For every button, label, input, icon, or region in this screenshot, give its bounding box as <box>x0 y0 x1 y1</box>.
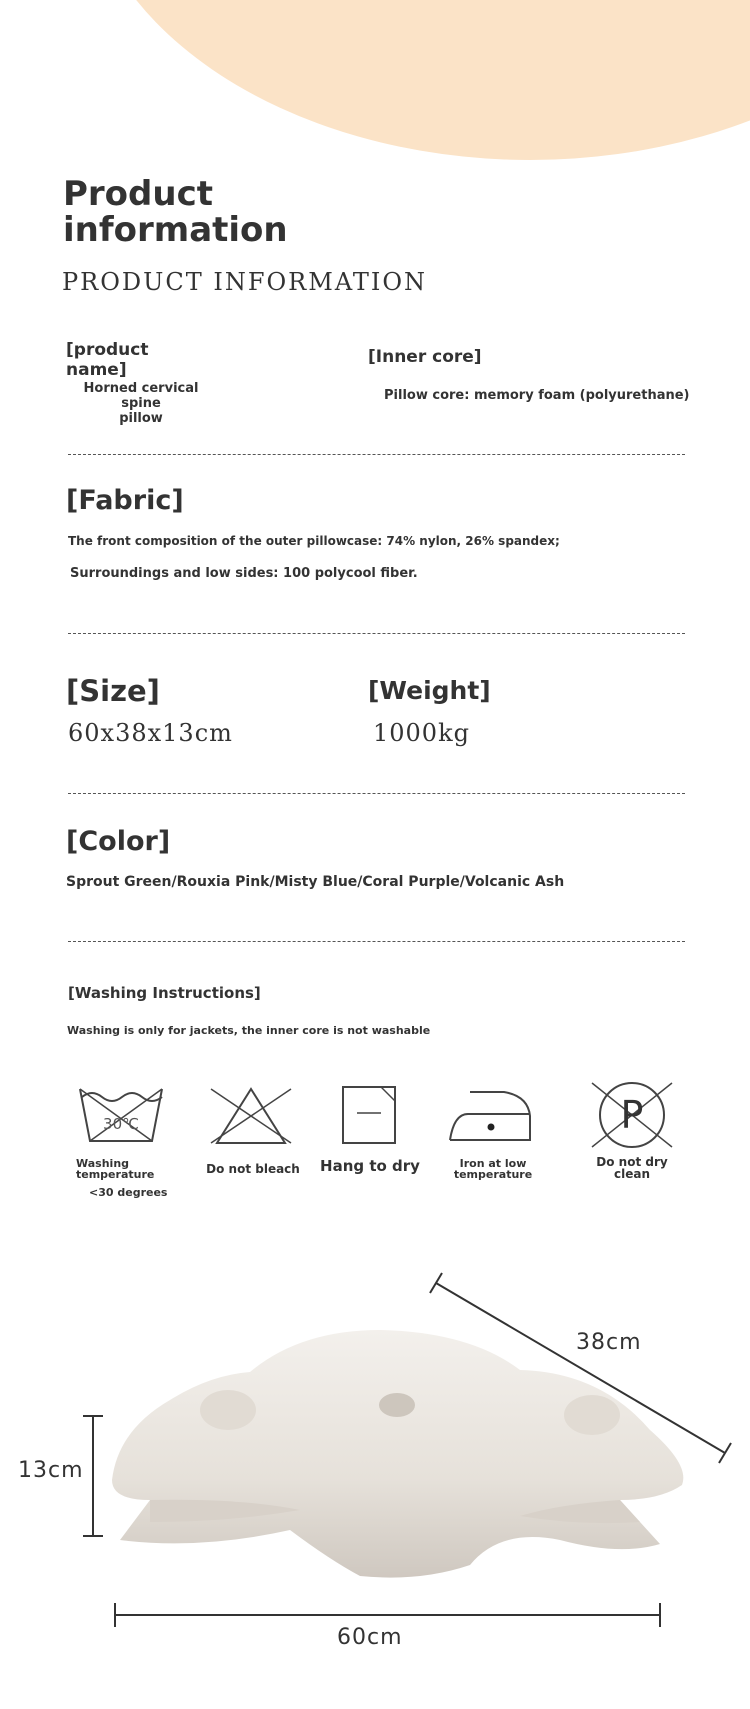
hang-dry-label: Hang to dry <box>320 1157 420 1175</box>
weight-label: [Weight] <box>368 676 491 705</box>
width-dimension: 60cm <box>337 1625 403 1650</box>
washing-note: Washing is only for jackets, the inner core is not washable <box>67 1024 431 1037</box>
wash-30-sublabel: <30 degrees <box>89 1186 168 1199</box>
product-name-label: [product name] <box>66 340 149 380</box>
divider <box>68 633 685 634</box>
divider <box>68 941 685 942</box>
depth-dimension: 38cm <box>576 1330 642 1355</box>
inner-core-value: Pillow core: memory foam (polyurethane) <box>384 388 690 403</box>
color-label: [Color] <box>66 826 171 857</box>
divider <box>68 793 685 794</box>
fabric-label: [Fabric] <box>66 485 184 516</box>
svg-text:P: P <box>620 1093 644 1137</box>
divider <box>68 454 685 455</box>
color-value: Sprout Green/Rouxia Pink/Misty Blue/Coral Purple/Volcanic Ash <box>66 874 565 890</box>
do-not-bleach-label: Do not bleach <box>206 1162 300 1176</box>
washing-label: [Washing Instructions] <box>68 984 261 1002</box>
inner-core-label: [Inner core] <box>368 347 482 367</box>
do-not-dry-clean-icon <box>590 1080 674 1150</box>
fabric-line-2: Surroundings and low sides: 100 polycool fiber. <box>70 566 418 581</box>
height-dimension: 13cm <box>18 1458 84 1483</box>
decorative-peach-shape <box>80 0 750 160</box>
page-subtitle: PRODUCT INFORMATION <box>62 268 427 296</box>
iron-low-icon <box>448 1088 532 1144</box>
page-title: Product information <box>63 174 288 250</box>
size-label: [Size] <box>66 674 160 708</box>
weight-value: 1000kg <box>373 719 470 747</box>
iron-low-label: Iron at low temperature <box>453 1157 533 1181</box>
hang-dry-icon <box>339 1083 399 1147</box>
do-not-dry-clean-label: Do not dry clean <box>596 1155 668 1181</box>
svg-text:30℃: 30℃ <box>103 1115 139 1133</box>
product-name-value: Horned cervical spine pillow <box>83 381 199 426</box>
fabric-line-1: The front composition of the outer pillowcase: 74% nylon, 26% spandex; <box>68 534 560 548</box>
do-not-bleach-icon <box>209 1085 293 1147</box>
wash-30-label: Washing temperature <box>76 1157 155 1181</box>
wash-30-icon <box>76 1085 166 1147</box>
size-value: 60x38x13cm <box>68 719 233 747</box>
